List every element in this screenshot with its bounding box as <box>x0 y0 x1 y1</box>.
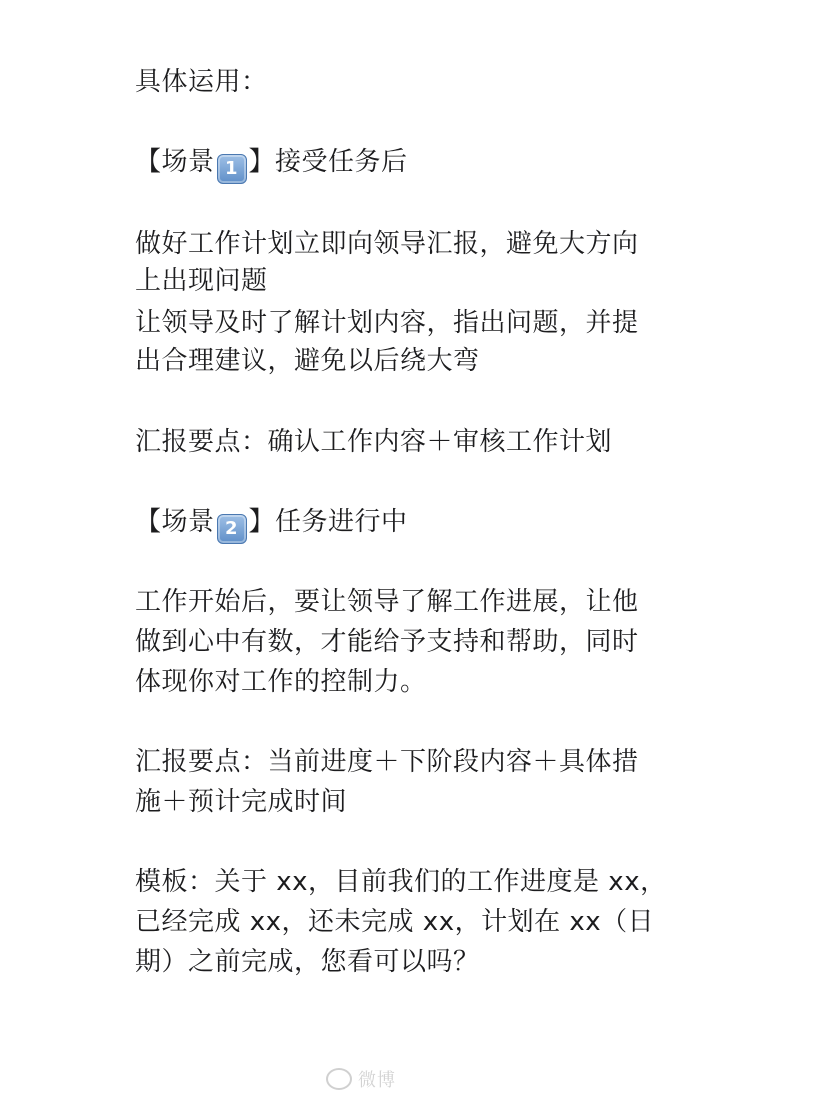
template-line-1: 模板：关于 xx，目前我们的工作进度是 xx， <box>135 867 667 897</box>
keycap-1-icon: 1 <box>217 154 247 184</box>
heading: 具体运用： <box>135 67 268 97</box>
watermark <box>326 1066 396 1092</box>
paragraph-2-line-2: 做到心中有数，才能给予支持和帮助，同时 <box>135 627 639 657</box>
paragraph-1-line-4: 出合理建议，避免以后绕大弯 <box>135 346 480 376</box>
paragraph-2-line-3: 体现你对工作的控制力。 <box>135 667 427 697</box>
scene-1-close: 】接受任务后 <box>248 147 408 177</box>
scene-1-open: 【场景 <box>135 147 215 177</box>
template-line-3: 期）之前完成，您看可以吗？ <box>135 947 480 977</box>
key-points-1: 汇报要点：确认工作内容＋审核工作计划 <box>135 427 613 457</box>
keycap-2-icon: 2 <box>217 514 247 544</box>
scene-1-title <box>135 144 408 184</box>
watermark-text: 微博 <box>358 1070 396 1091</box>
template-line-2: 已经完成 xx，还未完成 xx，计划在 xx（日 <box>135 907 655 937</box>
scene-2-title <box>135 504 408 544</box>
key-points-2-line-2: 施＋预计完成时间 <box>135 787 348 817</box>
key-points-2-line-1: 汇报要点：当前进度＋下阶段内容＋具体措 <box>135 747 639 777</box>
weibo-logo-icon <box>326 1068 352 1090</box>
paragraph-1-line-3: 让领导及时了解计划内容，指出问题，并提 <box>135 308 639 338</box>
paragraph-1-line-1: 做好工作计划立即向领导汇报，避免大方向 <box>135 229 639 259</box>
scene-2-close: 】任务进行中 <box>248 507 408 537</box>
paragraph-1-line-2: 上出现问题 <box>135 266 268 296</box>
paragraph-2-line-1: 工作开始后，要让领导了解工作进展，让他 <box>135 587 639 617</box>
scene-2-open: 【场景 <box>135 507 215 537</box>
